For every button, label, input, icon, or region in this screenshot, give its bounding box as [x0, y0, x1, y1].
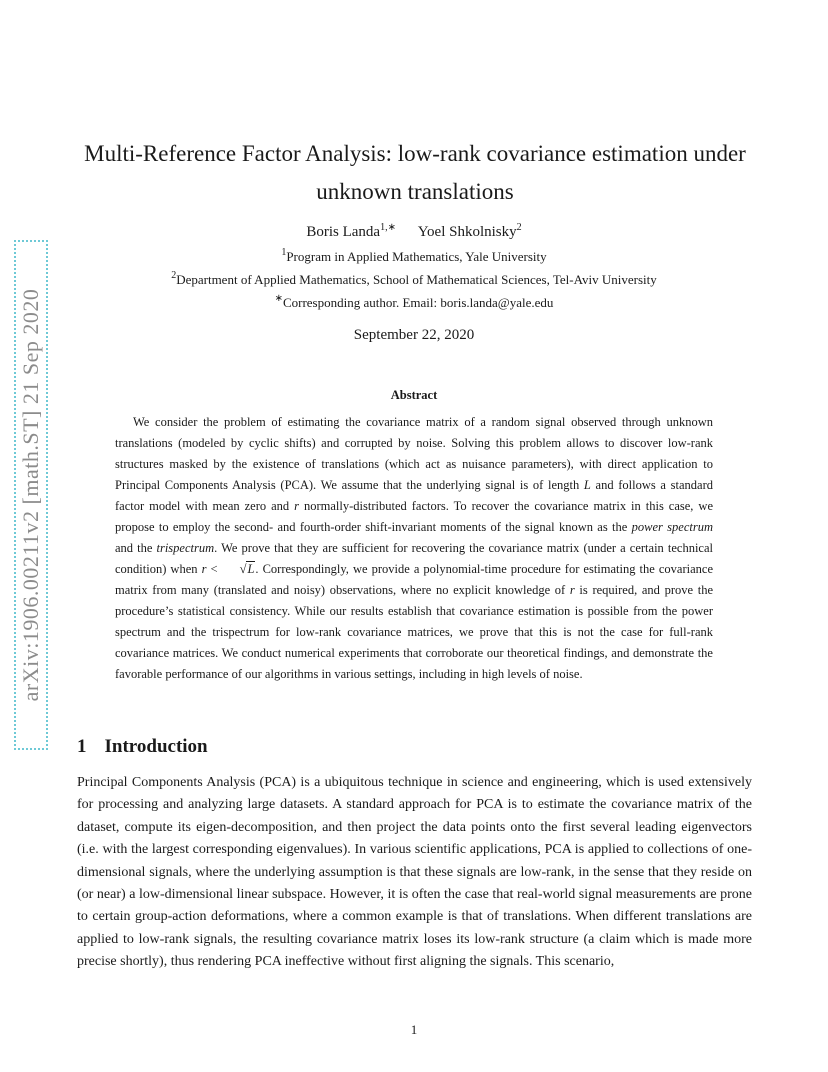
- author-superscript: 1,∗: [380, 222, 396, 233]
- abstract-body: We consider the problem of estimating the covariance matrix of a random signal observed through unknown translations (modeled by cyclic shifts) and corrupted by noise. Solving this problem allows to discover low-rank structures masked by the existence of translations (which act as nuisance parameters), with direct application to Principal Components Analysis (PCA). We assume that the underlying signal is of length L and follows a standard factor model with mean zero and r normally-distributed factors. To recover the covariance matrix in this case, we propose to employ the second- and fourth-order shift-invariant moments of the signal known as the power spectrum and the trispectrum. We prove that they are sufficient for recovering the covariance matrix (under a certain technical condition) when r < √L. Correspondingly, we provide a polynomial-time procedure for estimating the covariance matrix from many (translated and noisy) observations, where no explicit knowledge of r is required, and prove the procedure’s statistical consistency. While our results establish that covariance estimation is possible from the power spectrum and the trispectrum for low-rank covariance matrices, we prove that this is not the case for full-rank covariance matrices. We conduct numerical experiments that corroborate our theoretical findings, and demonstrate the favorable performance of our algorithms in various settings, including in high levels of noise.: [115, 415, 714, 681]
- author-2: [418, 224, 522, 240]
- affiliation-1: $^1$Program in Applied Mathematics, Yale University: [281, 247, 547, 264]
- sqrt-expression: √L: [239, 562, 255, 576]
- section-heading: [77, 736, 208, 758]
- corresponding-author-note: ∗Corresponding author. Email: boris.landa@yale.edu: [274, 293, 554, 310]
- section-title: Introduction: [104, 736, 208, 757]
- author-1: [306, 224, 396, 240]
- arxiv-identifier[interactable]: arXiv:1906.00211v2 [math.ST] 21 Sep 2020: [18, 288, 43, 702]
- introduction-body: Principal Components Analysis (PCA) is a ubiquitous technique in science and engineering, which is used extensively for processing and analyzing large datasets. A standard approach for PCA is to estimate the covariance matrix of the dataset, compute its eigen-decomposition, and then project the data points onto the first several leading eigenvectors (i.e. with the largest corresponding eigenvalues). In various scientific applications, PCA is applied to collections of one-dimensional signals, where the underlying assumption is that these signals are low-rank, in the sense that they reside on (or near) a low-dimensional linear subspace. However, it is often the case that real-world signal measurements are prone to certain group-action deformations, where a common example is that of translations. When different translations are applied to low-rank signals, the resulting covariance matrix loses its low-rank structure (a claim which is made more precise shortly), thus rendering PCA ineffective without first aligning the signals. This scenario,: [77, 775, 752, 970]
- term-power-spectrum: power spectrum: [631, 520, 713, 534]
- author-superscript: 2: [516, 222, 522, 233]
- arxiv-stamp: [14, 240, 48, 750]
- title-line-2: unknown translations: [316, 179, 514, 204]
- author-name: Yoel Shkolnisky: [417, 224, 517, 240]
- affiliation-2: $^2$Department of Applied Mathematics, School of Mathematical Sciences, Tel-Aviv University: [171, 270, 657, 287]
- author-name: Boris Landa: [306, 224, 381, 240]
- paper-title: [70, 135, 760, 211]
- title-line-1: Multi-Reference Factor Analysis: low-rank covariance estimation under: [84, 141, 746, 166]
- term-trispectrum: trispectrum: [156, 541, 215, 555]
- section-number: 1: [77, 736, 87, 757]
- paper-date: September 22, 2020: [353, 327, 475, 343]
- author-list: [0, 224, 828, 241]
- page-number: 1: [410, 1022, 418, 1037]
- abstract-heading: Abstract: [390, 388, 438, 402]
